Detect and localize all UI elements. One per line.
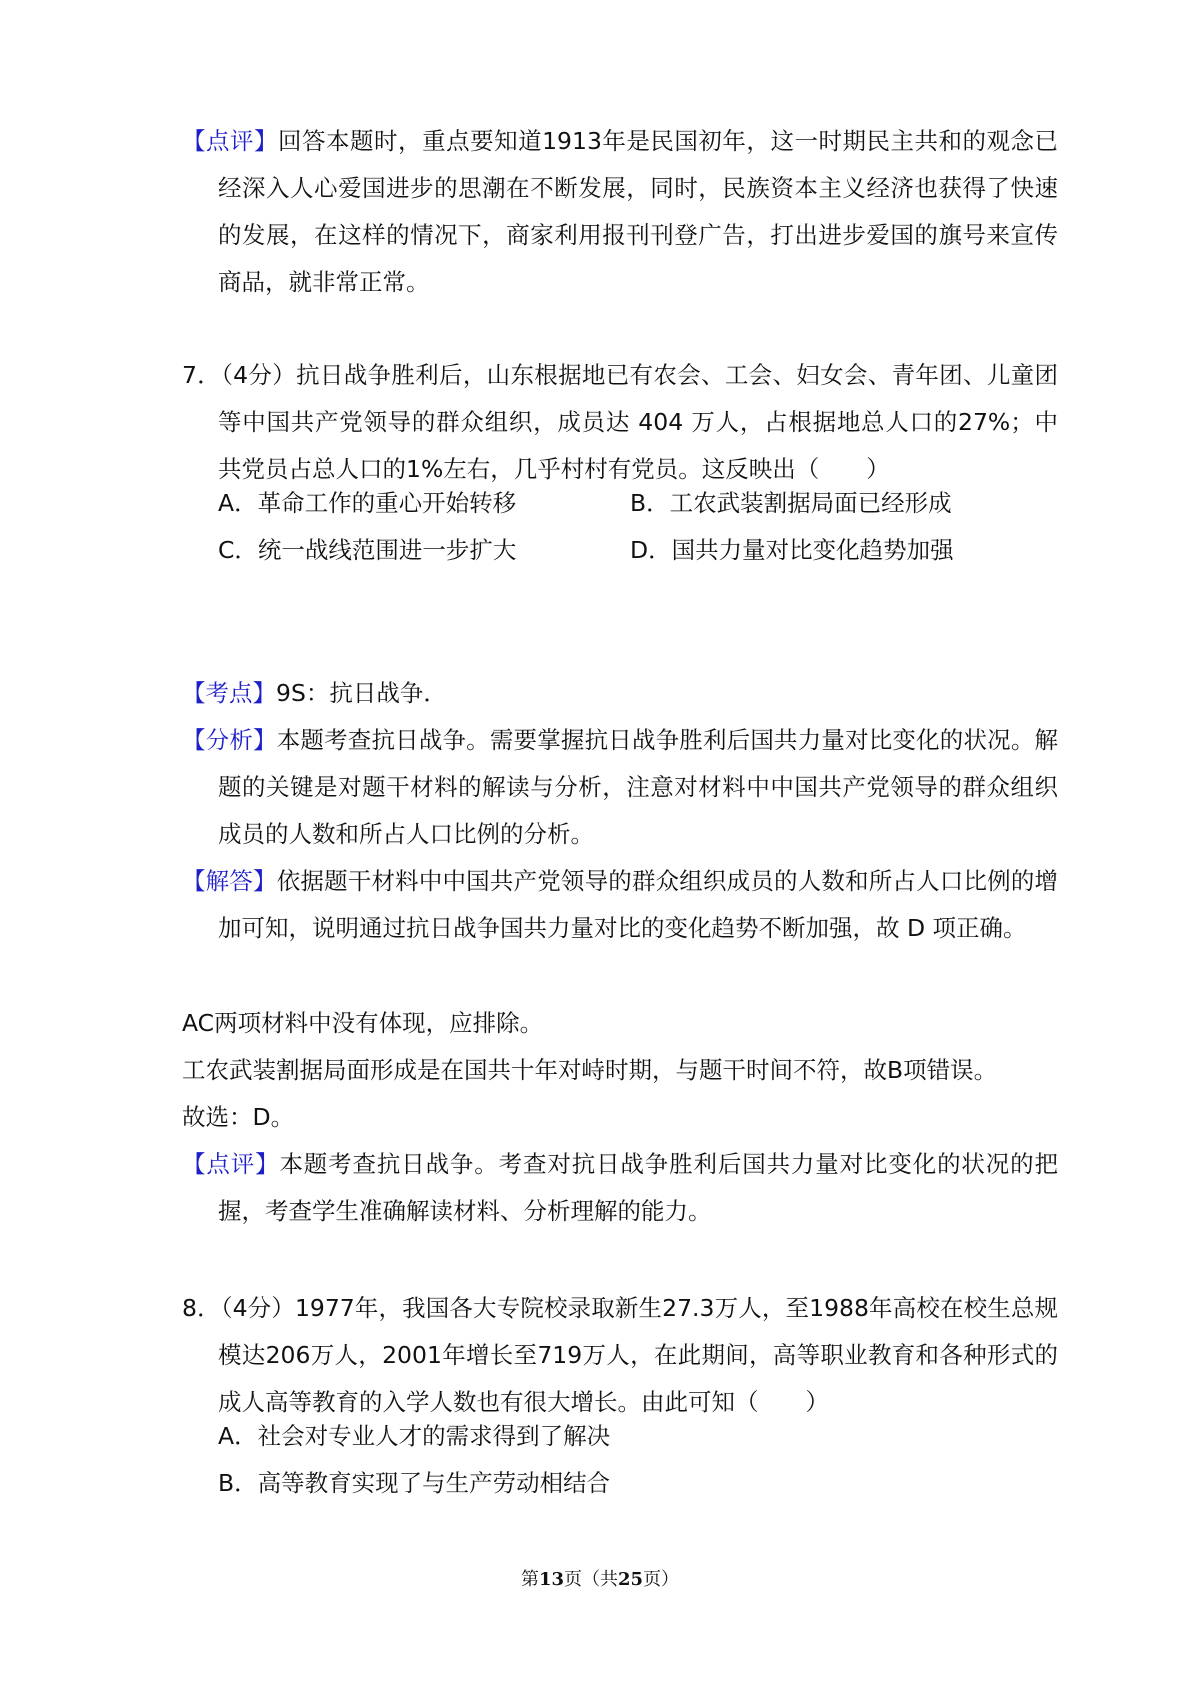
question-8-stem: 8．（4分）1977年，我国各大专院校录取新生27.3万人，至1988年高校在校生总规模达206万人，2001年增长至719万人，在此期间，高等职业教育和各种形式的成人高等教育的入学人数也有很大增长。由此可知（ ）: [182, 1294, 1058, 1416]
q7-dianping: [182, 1141, 1058, 1235]
q7-fenxi: [182, 717, 1058, 858]
q8-option-a: A．社会对专业人才的需求得到了解决: [218, 1422, 611, 1450]
q7-option-b: B．工农武装割据局面已经形成: [630, 489, 952, 517]
q7-kaodian: [182, 670, 1058, 717]
kaodian-text: 9S：抗日战争．: [276, 679, 447, 707]
footer-suffix: 页）: [643, 1569, 680, 1590]
footer-page-number: 13: [538, 1569, 564, 1590]
comment-1: [182, 118, 1058, 306]
kaodian-tag: 【考点】: [182, 679, 276, 707]
q7-analysis-line-2: 工农武装割据局面形成是在国共十年对峙时期，与题干时间不符，故B项错误。: [182, 1056, 998, 1084]
page-footer: [0, 1565, 1200, 1591]
footer-prefix: 第: [520, 1569, 539, 1590]
jieda-text: 依据题干材料中中国共产党领导的群众组织成员的人数和所占人口比例的增加可知，说明通过抗日战争国共力量对比的变化趋势不断加强，故 D 项正确。: [218, 867, 1059, 942]
fenxi-tag: 【分析】: [182, 726, 277, 754]
q7-jieda: [182, 858, 1058, 952]
q7-answer-line: 故选：D。: [182, 1103, 295, 1131]
q7-analysis-line-1: AC两项材料中没有体现，应排除。: [182, 1009, 544, 1037]
footer-total-pages: 25: [618, 1569, 644, 1590]
question-7-stem: 7．（4分）抗日战争胜利后，山东根据地已有农会、工会、妇女会、青年团、儿童团等中国共产党领导的群众组织，成员达 404 万人，占根据地总人口的27%；中共党员占总人口的1%左右，几乎村村有党员。这反映出（ ）: [182, 361, 1058, 483]
q7-option-c: C．统一战线范围进一步扩大: [218, 536, 517, 564]
jieda-tag: 【解答】: [182, 867, 277, 895]
comment-tag: 【点评】: [182, 127, 279, 155]
comment-text: 回答本题时，重点要知道1913年是民国初年，这一时期民主共和的观念已经深入人心爱国进步的思潮在不断发展，同时，民族资本主义经济也获得了快速的发展，在这样的情况下，商家利用报刊刊登广告，打出进步爱国的旗号来宣传商品，就非常正常。: [218, 127, 1059, 296]
q7-option-a: A．革命工作的重心开始转移: [218, 489, 517, 517]
fenxi-text: 本题考查抗日战争。需要掌握抗日战争胜利后国共力量对比变化的状况。解题的关键是对题干材料的解读与分析，注意对材料中中国共产党领导的群众组织成员的人数和所占人口比例的分析。: [218, 726, 1059, 848]
q8-option-b: B．高等教育实现了与生产劳动相结合: [218, 1469, 611, 1497]
q7-option-d: D．国共力量对比变化趋势加强: [630, 536, 954, 564]
footer-mid: 页（共: [564, 1569, 618, 1590]
dianping-tag: 【点评】: [182, 1150, 280, 1178]
dianping-text: 本题考查抗日战争。考查对抗日战争胜利后国共力量对比变化的状况的把握，考查学生准确解读材料、分析理解的能力。: [218, 1150, 1059, 1225]
